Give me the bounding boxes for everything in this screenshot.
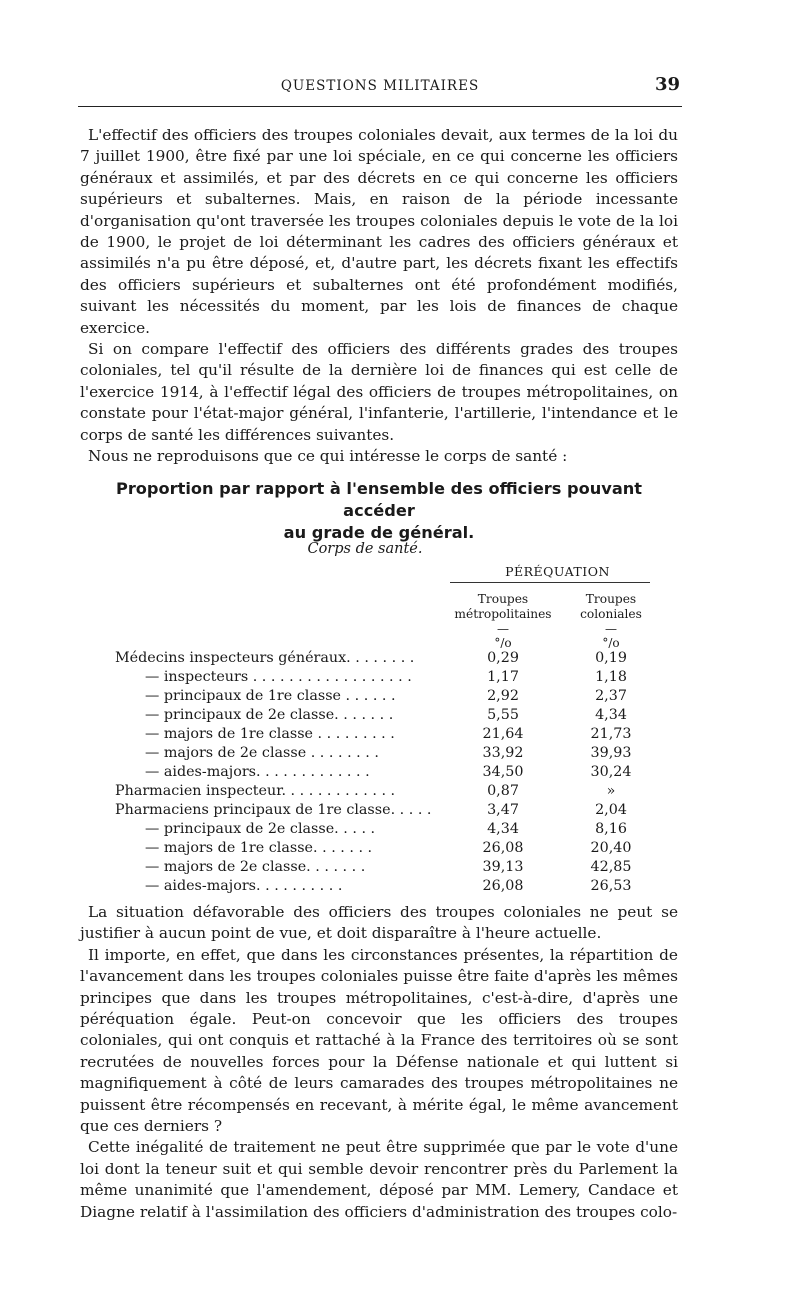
row-label: Pharmaciens principaux de 1re classe. . . . .: [115, 802, 432, 818]
value-metropolitaines: 1,17: [487, 669, 519, 685]
intro-paragraphs: [80, 125, 678, 468]
value-metropolitaines: 4,34: [487, 821, 519, 837]
value-coloniales: 26,53: [590, 878, 632, 894]
table-heading-line-1: Proportion par rapport à l'ensemble des officiers pouvant accéder: [115, 479, 643, 520]
value-coloniales: 0,19: [595, 650, 627, 666]
table-row: [0, 650, 800, 670]
table-heading: [80, 478, 678, 544]
row-label: — principaux de 2e classe. . . . .: [145, 821, 376, 837]
value-metropolitaines: 0,87: [487, 783, 519, 799]
value-metropolitaines: 5,55: [487, 707, 519, 723]
paragraph: La situation défavorable des officiers des troupes coloniales ne peut se justifier à aucun point de vue, et doit disparaître à l'heure actuelle.: [80, 903, 678, 943]
table-row: [0, 840, 800, 860]
column-header-line: Troupes: [585, 592, 637, 606]
running-title: QUESTIONS MILITAIRES: [280, 78, 480, 94]
paragraph: Il importe, en effet, que dans les circonstances présentes, la répartition de l'avancement dans les troupes coloniales puisse être faite d'après les mêmes principes que dans les troupes métropolitaines, c'est-à-dire, d'après une péréquation égale. Peut-on concevoir que les officiers des troupes coloniales, qui ont conquis et rattaché à la France des territoires où se sont recrutées de nouvelles forces pour la Défense nationale et qui luttent si magnifiquement à côté de leurs camarades des troupes métropolitaines ne puissent être récompensés en recevant, à mérite égal, le même avancement que ces derniers ?: [80, 945, 678, 1136]
header-rule: [78, 106, 682, 107]
column-header-line: coloniales: [580, 607, 642, 621]
table-row: [0, 764, 800, 784]
paragraph: Cette inégalité de traitement ne peut être supprimée que par le vote d'une loi dont la teneur suit et qui semble devoir rencontrer près du Parlement la même unanimité que l'amendement, déposé par MM. Lemery, Candace et Diagne relatif à l'assimilation des officiers d'administration des troupes colo-: [80, 1138, 678, 1221]
value-metropolitaines: 2,92: [487, 688, 519, 704]
row-label: — majors de 1re classe. . . . . . .: [145, 840, 373, 856]
table-subheading: Corps de santé.: [307, 541, 423, 557]
value-metropolitaines: 3,47: [487, 802, 519, 818]
value-coloniales: 39,93: [590, 745, 632, 761]
table-row: [0, 745, 800, 765]
value-metropolitaines: 26,08: [482, 878, 524, 894]
paragraph: Si on compare l'effectif des officiers des différents grades des troupes coloniales, tel qu'il résulte de la dernière loi de finances qui est celle de l'exercice 1914, à l'effectif légal des officiers de troupes métropolitaines, on constate pour l'état-major général, l'infanterie, l'artillerie, l'intendance et le corps de santé les différences suivantes.: [80, 340, 678, 444]
value-coloniales: 4,34: [595, 707, 627, 723]
row-label: Médecins inspecteurs généraux. . . . . . . .: [115, 650, 415, 666]
table-row: [0, 878, 800, 898]
column-dash: —: [497, 622, 509, 636]
page-number: 39: [654, 74, 680, 95]
column-header-metropolitaines: [448, 592, 558, 622]
value-metropolitaines: 34,50: [482, 764, 524, 780]
value-metropolitaines: 39,13: [482, 859, 524, 875]
row-label: — majors de 1re classe . . . . . . . . .: [145, 726, 395, 742]
column-header-coloniales: [556, 592, 666, 622]
column-dash: —: [605, 622, 617, 636]
table-row: [0, 802, 800, 822]
row-label: — aides-majors. . . . . . . . . . . . .: [145, 764, 370, 780]
value-coloniales: 42,85: [590, 859, 632, 875]
column-header-line: métropolitaines: [454, 607, 552, 621]
value-coloniales: »: [606, 783, 616, 799]
row-label: — principaux de 1re classe . . . . . .: [145, 688, 396, 704]
row-label: — principaux de 2e classe. . . . . . .: [145, 707, 394, 723]
value-metropolitaines: 33,92: [482, 745, 524, 761]
value-coloniales: 2,04: [595, 802, 627, 818]
table-row: [0, 669, 800, 689]
running-header: [78, 76, 682, 98]
value-coloniales: 1,18: [595, 669, 627, 685]
row-label: — aides-majors. . . . . . . . . .: [145, 878, 343, 894]
column-header-line: Troupes: [477, 592, 529, 606]
table-row: [0, 783, 800, 803]
value-metropolitaines: 0,29: [487, 650, 519, 666]
value-metropolitaines: 21,64: [482, 726, 524, 742]
value-metropolitaines: 26,08: [482, 840, 524, 856]
row-label: — majors de 2e classe . . . . . . . .: [145, 745, 379, 761]
value-coloniales: 2,37: [595, 688, 627, 704]
value-coloniales: 21,73: [590, 726, 632, 742]
column-unit: °/o: [602, 636, 620, 650]
table-row: [0, 688, 800, 708]
group-header-rule: [450, 582, 650, 583]
row-label: — inspecteurs . . . . . . . . . . . . . . . . . .: [145, 669, 412, 685]
group-header: PÉRÉQUATION: [505, 564, 610, 579]
table-row: [0, 821, 800, 841]
row-label: — majors de 2e classe. . . . . . .: [145, 859, 366, 875]
paragraph: Nous ne reproduisons que ce qui intéresse le corps de santé :: [88, 447, 568, 466]
table-heading-line-2: au grade de général.: [283, 523, 475, 542]
table-row: [0, 707, 800, 727]
value-coloniales: 20,40: [590, 840, 632, 856]
row-label: Pharmacien inspecteur. . . . . . . . . . . . .: [115, 783, 396, 799]
table-row: [0, 859, 800, 879]
value-coloniales: 30,24: [590, 764, 632, 780]
paragraph: L'effectif des officiers des troupes coloniales devait, aux termes de la loi du 7 juillet 1900, être fixé par une loi spéciale, en ce qui concerne les officiers généraux et assimilés, et par des décrets en ce qui concerne les officiers supérieurs et subalternes. Mais, en raison de la période incessante d'organisation qu'ont traversée les troupes coloniales depuis le vote de la loi de 1900, le projet de loi déterminant les cadres des officiers généraux et assimilés n'a pu être déposé, et, d'autre part, les décrets fixant les effectifs des officiers supérieurs et subalternes ont été profondément modifiés, suivant les nécessités du moment, par les lois de finances de chaque exercice.: [80, 126, 678, 337]
column-unit: °/o: [494, 636, 512, 650]
closing-paragraphs: [80, 902, 678, 1223]
table-row: [0, 726, 800, 746]
value-coloniales: 8,16: [595, 821, 627, 837]
